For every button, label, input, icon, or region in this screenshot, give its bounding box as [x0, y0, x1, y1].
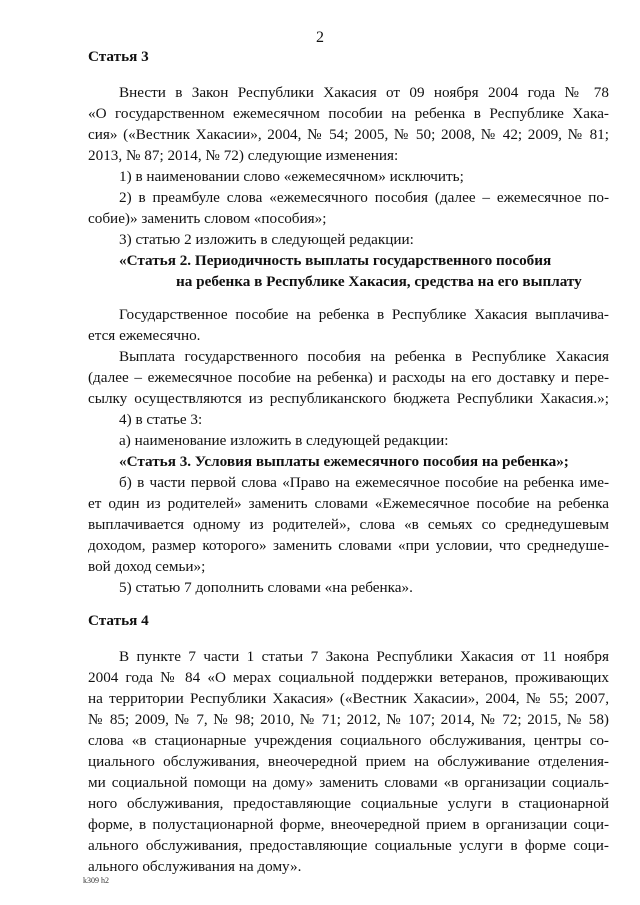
- article-3-new-title: «Статья 3. Условия выплаты ежемесячного пособия на ребенка»;: [119, 453, 569, 470]
- text-line: 1) в наименовании слово «ежемесячном» исключить;: [119, 168, 464, 185]
- text-line: слова «в стационарные учреждения социального обслуживания, центры со-: [88, 732, 609, 749]
- text-line: Выплата государственного пособия на ребенка в Республике Хакасия: [119, 348, 609, 365]
- text-line: В пункте 7 части 1 статьи 7 Закона Республики Хакасия от 11 ноября: [119, 648, 609, 665]
- page-number: 2: [316, 29, 324, 46]
- text-line: форме, в полустационарной форме, внеочередной прием в организации соци-: [88, 816, 609, 833]
- text-line: собие)» заменить словом «пособия»;: [88, 210, 327, 227]
- article-4-heading: Статья 4: [88, 612, 149, 629]
- footer-code: k309 h2: [83, 876, 109, 885]
- text-line: на территории Республики Хакасия» («Вестник Хакасии», 2004, № 55; 2007,: [88, 690, 609, 707]
- text-line: 4) в статье 3:: [119, 411, 203, 428]
- text-line: Внести в Закон Республики Хакасия от 09 ноября 2004 года № 78: [119, 84, 609, 101]
- text-line: ется ежемесячно.: [88, 327, 201, 344]
- text-line: выплачивается одному из родителей», слова «в семьях со среднедушевым: [88, 516, 609, 533]
- article-2-title-line2: на ребенка в Республике Хакасия, средства на его выплату: [176, 273, 582, 290]
- text-line: 2004 года № 84 «О мерах социальной поддержки ветеранов, проживающих: [88, 669, 609, 686]
- text-line: «О государственном ежемесячном пособии на ребенка в Республике Хака-: [88, 105, 609, 122]
- text-line: ального обслуживания на дому».: [88, 858, 302, 875]
- text-line: Государственное пособие на ребенка в Республике Хакасия выплачива-: [119, 306, 609, 323]
- text-line: 3) статью 2 изложить в следующей редакции:: [119, 231, 414, 248]
- text-line: циального обслуживания, внеочередной прием на обслуживание отделения-: [88, 753, 609, 770]
- text-line: 5) статью 7 дополнить словами «на ребенка».: [119, 579, 413, 596]
- text-line: 2013, № 87; 2014, № 72) следующие изменения:: [88, 147, 399, 164]
- text-line: ми социальной помощи на дому» заменить словами «в организации социаль-: [88, 774, 609, 791]
- text-line: сылку осуществляются из республиканского бюджета Республики Хакасия.»;: [88, 390, 609, 407]
- text-line: вой доход семьи»;: [88, 558, 206, 575]
- text-line: (далее – ежемесячное пособие на ребенка) и расходы на его доставку и пере-: [88, 369, 609, 386]
- text-line: доходом, размер которого» заменить словами «при условии, что среднедуше-: [88, 537, 609, 554]
- article-2-title-line1: «Статья 2. Периодичность выплаты государственного пособия: [119, 252, 552, 269]
- article-3-heading: Статья 3: [88, 48, 149, 65]
- text-line: 2) в преамбуле слова «ежемесячного пособия (далее – ежемесячное по-: [119, 189, 609, 206]
- text-line: ет один из родителей» заменить словами «Ежемесячное пособие на ребенка: [88, 495, 609, 512]
- text-line: ного обслуживания, предоставляющие социальные услуги в стационарной: [88, 795, 609, 812]
- text-line: ального обслуживания, предоставляющие социальные услуги в форме соци-: [88, 837, 609, 854]
- text-line: а) наименование изложить в следующей редакции:: [119, 432, 449, 449]
- text-line: сия» («Вестник Хакасии», 2004, № 54; 2005, № 50; 2008, № 42; 2009, № 81;: [88, 126, 609, 143]
- text-line: № 85; 2009, № 7, № 98; 2010, № 71; 2012, № 107; 2014, № 72; 2015, № 58): [88, 711, 609, 728]
- text-line: б) в части первой слова «Право на ежемесячное пособие на ребенка име-: [119, 474, 609, 491]
